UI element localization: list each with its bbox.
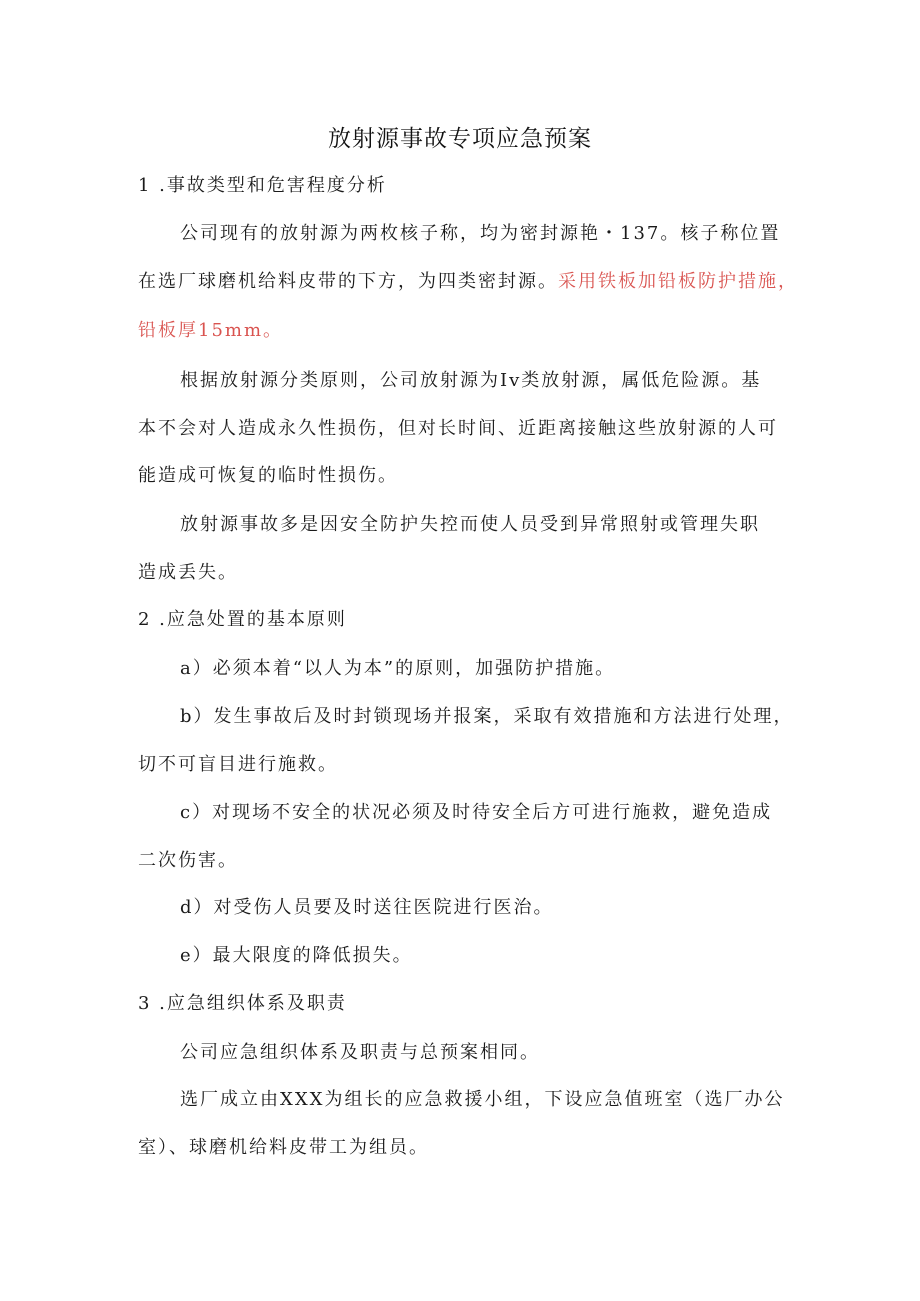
document-title: 放射源事故专项应急预案 (328, 126, 592, 152)
paragraph-text: 在选厂球磨机给料皮带的下方，为四类密封源。 (138, 271, 558, 292)
paragraph-line: 选厂成立由XXX为组长的应急救援小组，下设应急值班室（选厂办公 (180, 1089, 785, 1110)
list-item-continuation: 二次伤害。 (138, 850, 238, 871)
list-item: a）必须本着“以人为本”的原则，加强防护措施。 (180, 658, 616, 679)
paragraph-line (138, 269, 798, 295)
list-item-continuation: 切不可盲目进行施救。 (138, 754, 338, 775)
paragraph-line: 公司应急组织体系及职责与总预案相同。 (180, 1042, 540, 1063)
paragraph-line: 放射源事故多是因安全防护失控而使人员受到异常照射或管理失职 (180, 514, 760, 535)
section-2-heading: 2 .应急处置的基本原则 (138, 609, 347, 630)
highlighted-text: 铅板厚15mm。 (138, 320, 284, 341)
highlighted-text: 采用铁板加铅板防护措施， (558, 271, 798, 292)
list-item: c）对现场不安全的状况必须及时待安全后方可进行施救，避免造成 (180, 802, 773, 823)
paragraph-line: 公司现有的放射源为两枚核子称，均为密封源艳・137。核子称位置 (180, 223, 781, 244)
paragraph-line: 能造成可恢复的临时性损伤。 (138, 465, 398, 486)
list-item: d）对受伤人员要及时送往医院进行医治。 (180, 897, 554, 918)
paragraph-line: 根据放射源分类原则，公司放射源为Iv类放射源，属低危险源。基 (180, 370, 762, 391)
section-3-heading: 3 .应急组织体系及职责 (138, 993, 347, 1014)
section-1-heading: 1 .事故类型和危害程度分析 (138, 175, 387, 196)
paragraph-line: 造成丢失。 (138, 562, 238, 583)
paragraph-line: 本不会对人造成永久性损伤，但对长时间、近距离接触这些放射源的人可 (138, 418, 778, 439)
paragraph-line: 室）、球磨机给料皮带工为组员。 (138, 1137, 429, 1158)
list-item: e）最大限度的降低损失。 (180, 945, 413, 966)
list-item: b）发生事故后及时封锁现场并报案，采取有效措施和方法进行处理， (180, 706, 794, 727)
